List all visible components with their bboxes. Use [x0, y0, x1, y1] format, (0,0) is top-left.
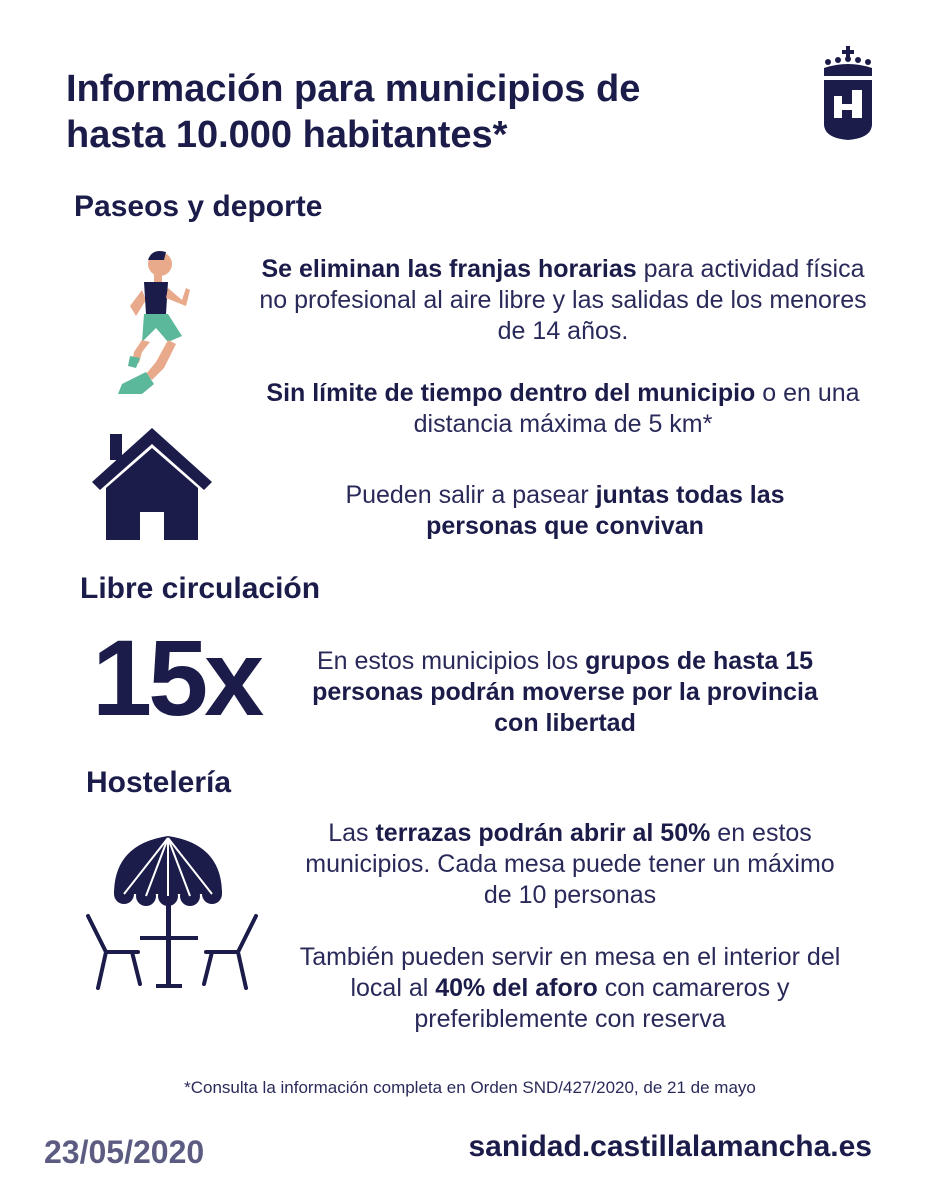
paseos-paragraph-1 [258, 254, 868, 347]
hosteleria-paragraph-1 [296, 818, 844, 911]
hosteleria-p1-text1: Las [328, 819, 376, 847]
paseos-p3-text: Pueden salir a pasear [345, 481, 596, 509]
hosteleria-p2-bold: 40% del aforo [435, 974, 598, 1002]
paseos-p1-bold: Se eliminan las franjas horarias [261, 255, 637, 283]
big-number-15x: 15x [92, 617, 261, 738]
hosteleria-p2-text1: También pueden servir en mesa en el interior del local al [299, 943, 841, 1002]
hosteleria-p1-bold: terrazas podrán abrir al 50% [375, 819, 711, 847]
house-icon [92, 428, 212, 540]
heading-paseos: Paseos y deporte [74, 190, 323, 223]
circulacion-paragraph-1 [300, 646, 830, 739]
title-line-1: Información para municipios de [66, 68, 641, 110]
paseos-p1-text: para actividad física no profesional al aire libre y las salidas de los menores de 14 años. [259, 255, 867, 345]
title-line-2: hasta 10.000 habitantes* [66, 114, 508, 156]
paseos-p3-bold: juntas todas las personas que convivan [426, 481, 785, 540]
paseos-p2-bold: Sin límite de tiempo dentro del municipio [266, 379, 756, 407]
paseos-p2-text: o en una distancia máxima de 5 km* [413, 379, 860, 438]
hosteleria-paragraph-2 [292, 942, 848, 1035]
paseos-paragraph-2 [258, 378, 868, 440]
publication-date: 23/05/2020 [44, 1134, 205, 1170]
circulacion-p1-bold: grupos de hasta 15 personas podrán moverse por la provincia con libertad [312, 647, 818, 737]
heading-hosteleria: Hostelería [86, 766, 232, 799]
footnote: *Consulta la información completa en Orden SND/427/2020, de 21 de mayo [184, 1078, 756, 1097]
hosteleria-p1-text2: en estos municipios. Cada mesa puede tener un máximo de 10 personas [305, 819, 835, 909]
umbrella-table-icon [84, 834, 260, 990]
heading-circulacion: Libre circulación [80, 572, 321, 605]
runner-icon [112, 244, 192, 400]
castilla-la-mancha-crest-icon [818, 46, 878, 142]
paseos-paragraph-3 [300, 480, 830, 542]
page-title [66, 66, 766, 158]
website-link[interactable]: sanidad.castillalamancha.es [468, 1130, 872, 1163]
hosteleria-p2-text2: con camareros y preferiblemente con reserva [414, 974, 790, 1033]
circulacion-p1-text: En estos municipios los [316, 647, 586, 675]
